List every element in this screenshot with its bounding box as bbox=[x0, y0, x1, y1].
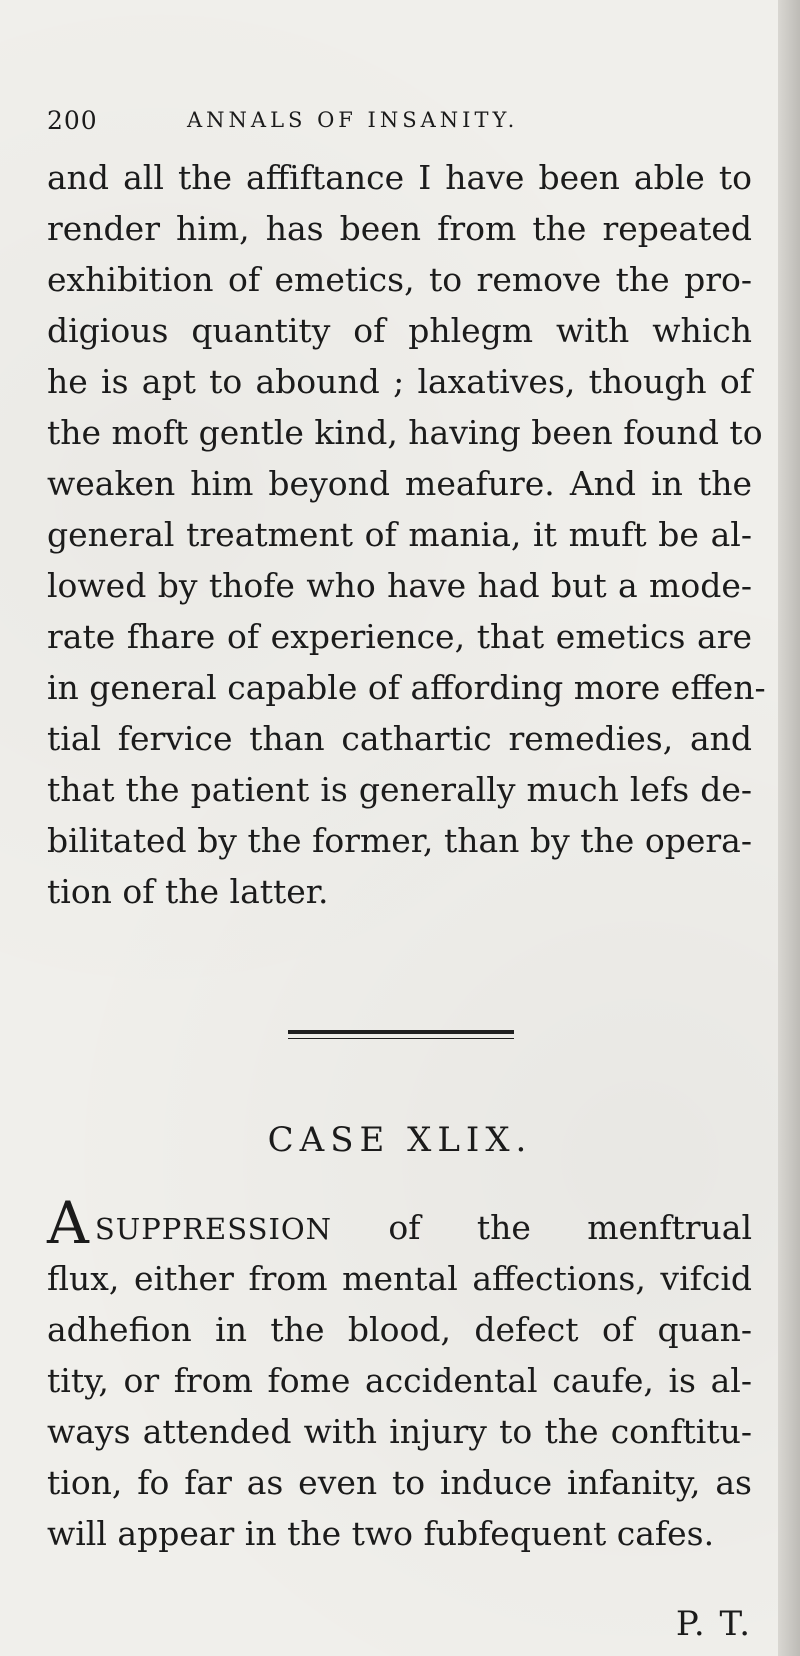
paragraph-line: and all the affiftance I have been able to bbox=[47, 158, 752, 197]
paragraph-line: lowed by thofe who have had but a mode- bbox=[47, 566, 752, 605]
paragraph-line: rate fhare of experience, that emetics are bbox=[47, 617, 752, 656]
page-number: 200 bbox=[47, 106, 98, 135]
paragraph-line: he is apt to abound ; laxatives, though of bbox=[47, 362, 752, 401]
section-divider-rule bbox=[288, 1030, 514, 1039]
paragraph-line: flux, either from mental affections, vifcid bbox=[47, 1259, 752, 1298]
paragraph-line: in general capable of affording more effen- bbox=[47, 668, 766, 707]
paragraph-line: ways attended with injury to the conftitu- bbox=[47, 1412, 752, 1451]
drop-cap: A bbox=[47, 1189, 89, 1257]
paragraph-line: tion, fo far as even to induce infanity, as bbox=[47, 1463, 752, 1502]
paragraph-line: digious quantity of phlegm with which bbox=[47, 311, 752, 350]
body-paragraph bbox=[47, 152, 766, 917]
running-head: ANNALS OF INSANITY. bbox=[187, 108, 519, 132]
paragraph-line: general treatment of mania, it muft be al- bbox=[47, 515, 752, 554]
paragraph-line: that the patient is generally much lefs de- bbox=[47, 770, 752, 809]
case-paragraph bbox=[47, 1189, 752, 1559]
page-edge-shadow bbox=[778, 0, 800, 1656]
page-header bbox=[47, 100, 747, 140]
signature-initials: P. T. bbox=[675, 1604, 752, 1644]
paragraph-line: bilitated by the former, than by the opera- bbox=[47, 821, 752, 860]
paragraph-line: render him, has been from the repeated bbox=[47, 209, 752, 248]
paragraph-line: tial fervice than cathartic remedies, and bbox=[47, 719, 752, 758]
case-first-line bbox=[47, 1189, 752, 1257]
paragraph-line: exhibition of emetics, to remove the pro- bbox=[47, 260, 752, 299]
paragraph-line: adhefion in the blood, defect of quan- bbox=[47, 1310, 752, 1349]
case-title: CASE XLIX. bbox=[267, 1120, 533, 1160]
paragraph-line: tity, or from fome accidental caufe, is al- bbox=[47, 1361, 752, 1400]
paragraph-line: weaken him beyond meafure. And in the bbox=[47, 464, 752, 503]
paragraph-line: will appear in the two fubfequent cafes. bbox=[47, 1514, 715, 1553]
opening-word: SUPPRESSION bbox=[94, 1212, 333, 1246]
paragraph-line: tion of the latter. bbox=[47, 872, 329, 911]
first-line-rest: of the menftrual bbox=[388, 1208, 752, 1247]
paragraph-line: the moft gentle kind, having been found to bbox=[47, 413, 763, 452]
